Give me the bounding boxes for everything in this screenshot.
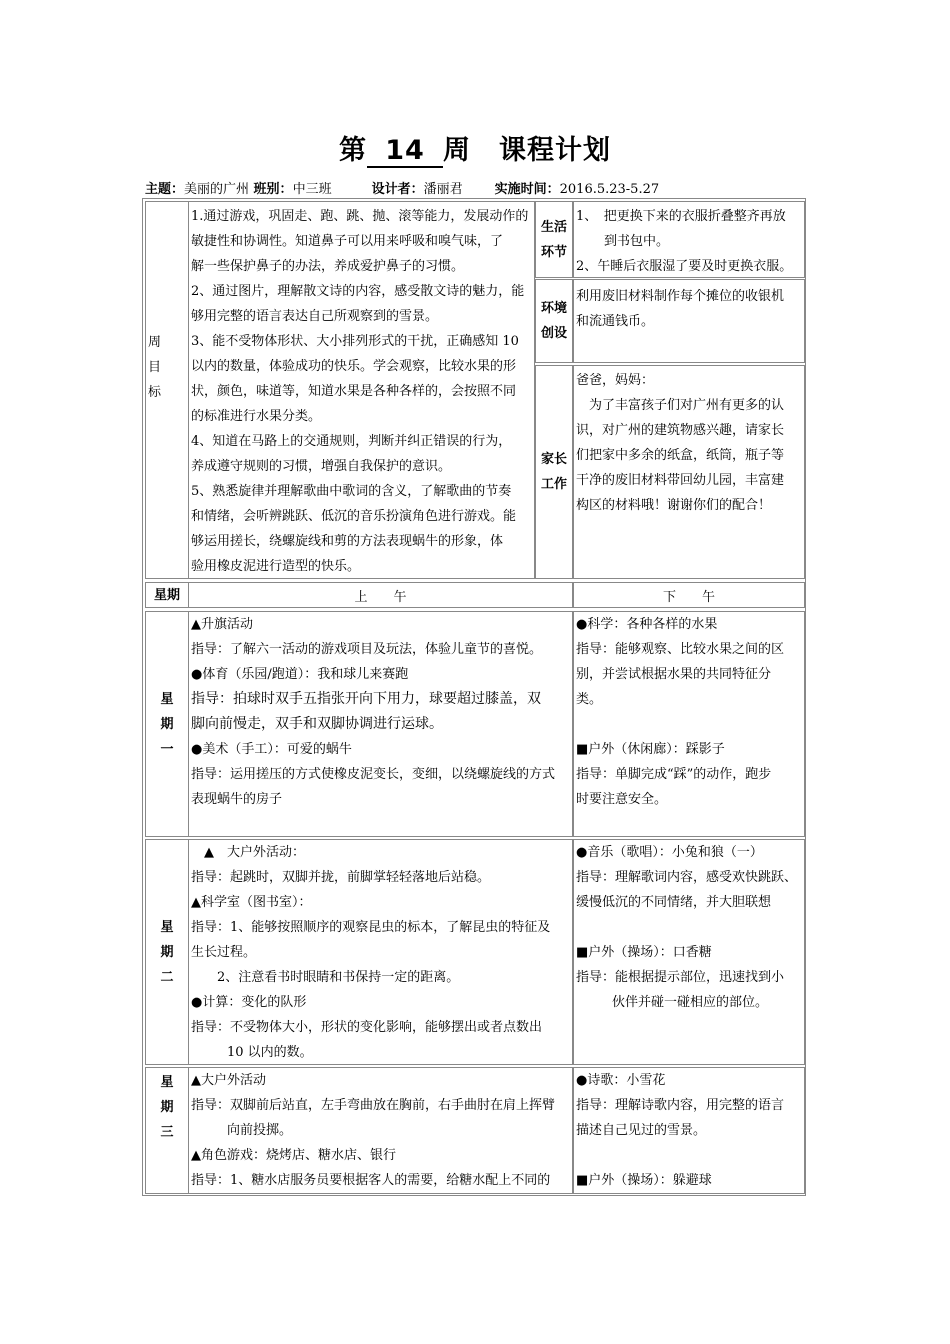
designer-label: 设计者： [371, 182, 424, 197]
text-line: 4、知道在马路上的交通规则，判断并纠正错误的行为， [191, 434, 512, 449]
parents-label-1: 家长 [540, 452, 567, 467]
text-line: 养成遵守规则的习惯，增强自我保护的意识。 [191, 459, 452, 474]
text-line: 识，对广州的建筑物感兴趣，请家长 [576, 423, 785, 438]
schedule-line: 缓慢低沉的不同情绪，并大胆联想 [576, 895, 772, 910]
text-line: 为了丰富孩子们对广州有更多的认 [576, 398, 785, 413]
schedule-line: 指导：拍球时双手五指张开向下用力，球要超过膝盖，双 [191, 691, 541, 707]
schedule-line [576, 1143, 802, 1168]
text-line: 爸爸，妈妈： [576, 373, 655, 388]
day-pm-cell [573, 839, 805, 1065]
life-content [573, 201, 805, 278]
life-line: 2、午睡后衣服湿了要及时更换衣服。 [576, 259, 793, 274]
text-line: 以内的数量，体验成功的快乐。学会观察，比较水果的形 [191, 359, 517, 374]
plan-meta [145, 178, 659, 197]
life-line: 到书包中。 [604, 234, 670, 249]
header-am-cell [188, 582, 573, 608]
header-day: 星期 [153, 587, 180, 603]
text-line: 的标准进行水果分类。 [191, 409, 322, 424]
env-label-1: 环境 [540, 301, 567, 316]
text-line: 和情绪，会听辨跳跃、低沉的音乐扮演角色进行游戏。能 [191, 509, 517, 524]
parents-label-2: 工作 [540, 477, 567, 492]
text-line: 们把家中多余的纸盒，纸筒，瓶子等 [576, 448, 785, 463]
env-label-cell [535, 279, 573, 363]
schedule-line: ▲大户外活动 [191, 1073, 266, 1088]
day-label-char: 三 [160, 1125, 174, 1140]
day-label-char: 期 [160, 716, 174, 732]
text-line: 够用完整的语言表达自己所观察到的雪景。 [191, 309, 439, 324]
day-label-char: 星 [160, 1075, 174, 1090]
schedule-line: 指导：双脚前后站直，左手弯曲放在胸前，右手曲肘在肩上挥臂 [191, 1098, 556, 1113]
schedule-line: 指导：单脚完成“踩”的动作，跑步 [576, 767, 772, 782]
text-line: 状，颜色，味道等，知道水果是各种各样的，会按照不同 [191, 384, 517, 399]
life-line: 1、 把更换下来的衣服折叠整齐再放 [576, 209, 786, 224]
text-line: 1.通过游戏，巩固走、跑、跳、抛、滚等能力，发展动作的 [191, 209, 529, 224]
header-pm: 下 午 [662, 589, 715, 605]
schedule-line: 指导：不受物体大小，形状的变化影响，能够摆出或者点数出 [191, 1020, 543, 1035]
text-line: 3、能不受物体形状、大小排列形式的干扰，正确感知 10 [191, 334, 519, 349]
schedule-line: 指导：1、糖水店服务员要根据客人的需要，给糖水配上不同的 [191, 1173, 551, 1188]
schedule-line: ▲ 大户外活动： [191, 845, 305, 860]
plan-table [142, 198, 806, 1196]
env-content [573, 279, 805, 363]
schedule-line: 别，并尝试根据水果的共同特征分 [576, 667, 772, 682]
class-label: 班别： [249, 182, 293, 197]
schedule-line: 指导：理解歌词内容，感受欢快跳跃、 [576, 870, 798, 885]
schedule-line: 伙伴并碰一碰相应的部位。 [612, 995, 769, 1010]
life-label-cell [535, 201, 573, 278]
title-prefix: 第 [339, 135, 367, 166]
class-value: 中三班 [292, 182, 332, 197]
schedule-line: 指导：能够观察、比较水果之间的区 [576, 642, 785, 657]
day-label-char: 期 [160, 1100, 174, 1115]
schedule-line: ●体育（乐园/跑道）：我和球儿来赛跑 [191, 667, 409, 682]
day-label-char: 星 [160, 691, 174, 707]
day-label-cell [145, 611, 189, 837]
day-am-cell [188, 1067, 573, 1194]
header-am: 上 午 [354, 589, 407, 605]
header-pm-cell [573, 582, 805, 608]
time-value: 2016.5.23-5.27 [559, 182, 660, 197]
schedule-line: 指导：理解诗歌内容，用完整的语言 [576, 1098, 785, 1113]
schedule-line [576, 915, 802, 940]
schedule-line: ●音乐（歌唱）：小兔和狼（一） [576, 845, 763, 860]
schedule-line: ●诗歌：小雪花 [576, 1073, 666, 1088]
schedule-line: ●美术（手工）：可爱的蜗牛 [191, 742, 352, 757]
parents-content [573, 365, 805, 579]
day-am-cell [188, 611, 573, 837]
schedule-line: 指导：了解六一活动的游戏项目及玩法，体验儿童节的喜悦。 [191, 642, 543, 657]
text-line: 验用橡皮泥进行造型的快乐。 [191, 559, 361, 574]
schedule-line: 生长过程。 [191, 945, 257, 960]
schedule-line: ■户外（操场）：躲避球 [576, 1173, 712, 1188]
text-line: 敏捷性和协调性。知道鼻子可以用来呼吸和嗅气味，了 [191, 234, 504, 249]
schedule-line: 脚向前慢走，双手和双脚协调进行运球。 [191, 716, 443, 732]
schedule-line: ■户外（休闲廊）：踩影子 [576, 742, 725, 757]
schedule-line: 指导：1、能够按照顺序的观察昆虫的标本，了解昆虫的特征及 [191, 920, 551, 935]
schedule-line: ▲角色游戏：烧烤店、糖水店、银行 [191, 1148, 396, 1163]
text-line: 干净的废旧材料带回幼儿园，丰富建 [576, 473, 785, 488]
schedule-line [576, 712, 802, 737]
schedule-line: 2、注意看书时眼睛和书保持一定的距离。 [191, 970, 460, 985]
page-title [0, 128, 950, 168]
env-label-2: 创设 [540, 326, 567, 341]
day-label-cell [145, 1067, 189, 1194]
schedule-line: 时要注意安全。 [576, 792, 668, 807]
text-line: 解一些保护鼻子的办法，养成爱护鼻子的习惯。 [191, 259, 465, 274]
schedule-line: 指导：起跳时，双脚并拢，前脚掌轻轻落地后站稳。 [191, 870, 491, 885]
goals-label-2: 目 [148, 360, 162, 375]
schedule-line: 表现蜗牛的房子 [191, 792, 283, 807]
day-label-char: 二 [160, 969, 174, 985]
schedule-line: ▲升旗活动 [191, 617, 253, 632]
time-label: 实施时间： [494, 182, 560, 197]
schedule-line: ●计算：变化的队形 [191, 995, 307, 1010]
title-suffix: 周 课程计划 [443, 135, 611, 166]
day-label-cell [145, 839, 189, 1065]
text-line: 5、熟悉旋律并理解歌曲中歌词的含义，了解歌曲的节奏 [191, 484, 512, 499]
day-label-char: 一 [160, 741, 174, 757]
schedule-line: ●科学：各种各样的水果 [576, 617, 718, 632]
text-line: 2、通过图片，理解散文诗的内容，感受散文诗的魅力，能 [191, 284, 525, 299]
day-pm-cell [573, 1067, 805, 1194]
goals-label-1: 周 [148, 335, 162, 350]
schedule-line: 指导：能根据提示部位，迅速找到小 [576, 970, 785, 985]
schedule-line: 指导：运用搓压的方式使橡皮泥变长，变细，以绕螺旋线的方式 [191, 767, 556, 782]
parents-label-cell [535, 365, 573, 579]
goals-label-3: 标 [148, 385, 162, 400]
day-am-cell [188, 839, 573, 1065]
goals-content [188, 201, 535, 579]
life-label-1: 生活 [540, 219, 567, 235]
text-line: 构区的材料哦！谢谢你们的配合！ [576, 498, 772, 513]
schedule-line: ■户外（操场）：口香糖 [576, 945, 712, 960]
day-label-char: 期 [160, 944, 174, 960]
week-number: 14 [367, 136, 443, 168]
env-line: 和流通钱币。 [576, 314, 655, 329]
life-label-2: 环节 [540, 244, 567, 260]
schedule-line: 描述自己见过的雪景。 [576, 1123, 707, 1138]
text-line: 够运用搓长，绕螺旋线和剪的方法表现蜗牛的形象，体 [191, 534, 504, 549]
schedule-line: 向前投掷。 [227, 1123, 293, 1138]
day-label-char: 星 [160, 919, 174, 935]
day-pm-cell [573, 611, 805, 837]
schedule-line: ▲科学室（图书室）： [191, 895, 312, 910]
theme-value: 美丽的广州 [184, 182, 250, 197]
designer-value: 潘丽君 [423, 182, 463, 197]
goals-label-cell [145, 201, 189, 579]
theme-label: 主题： [145, 182, 185, 197]
env-line: 利用废旧材料制作每个摊位的收银机 [576, 289, 785, 304]
schedule-line: 类。 [576, 692, 603, 707]
header-day-cell [145, 582, 189, 608]
schedule-line: 10 以内的数。 [227, 1045, 313, 1060]
